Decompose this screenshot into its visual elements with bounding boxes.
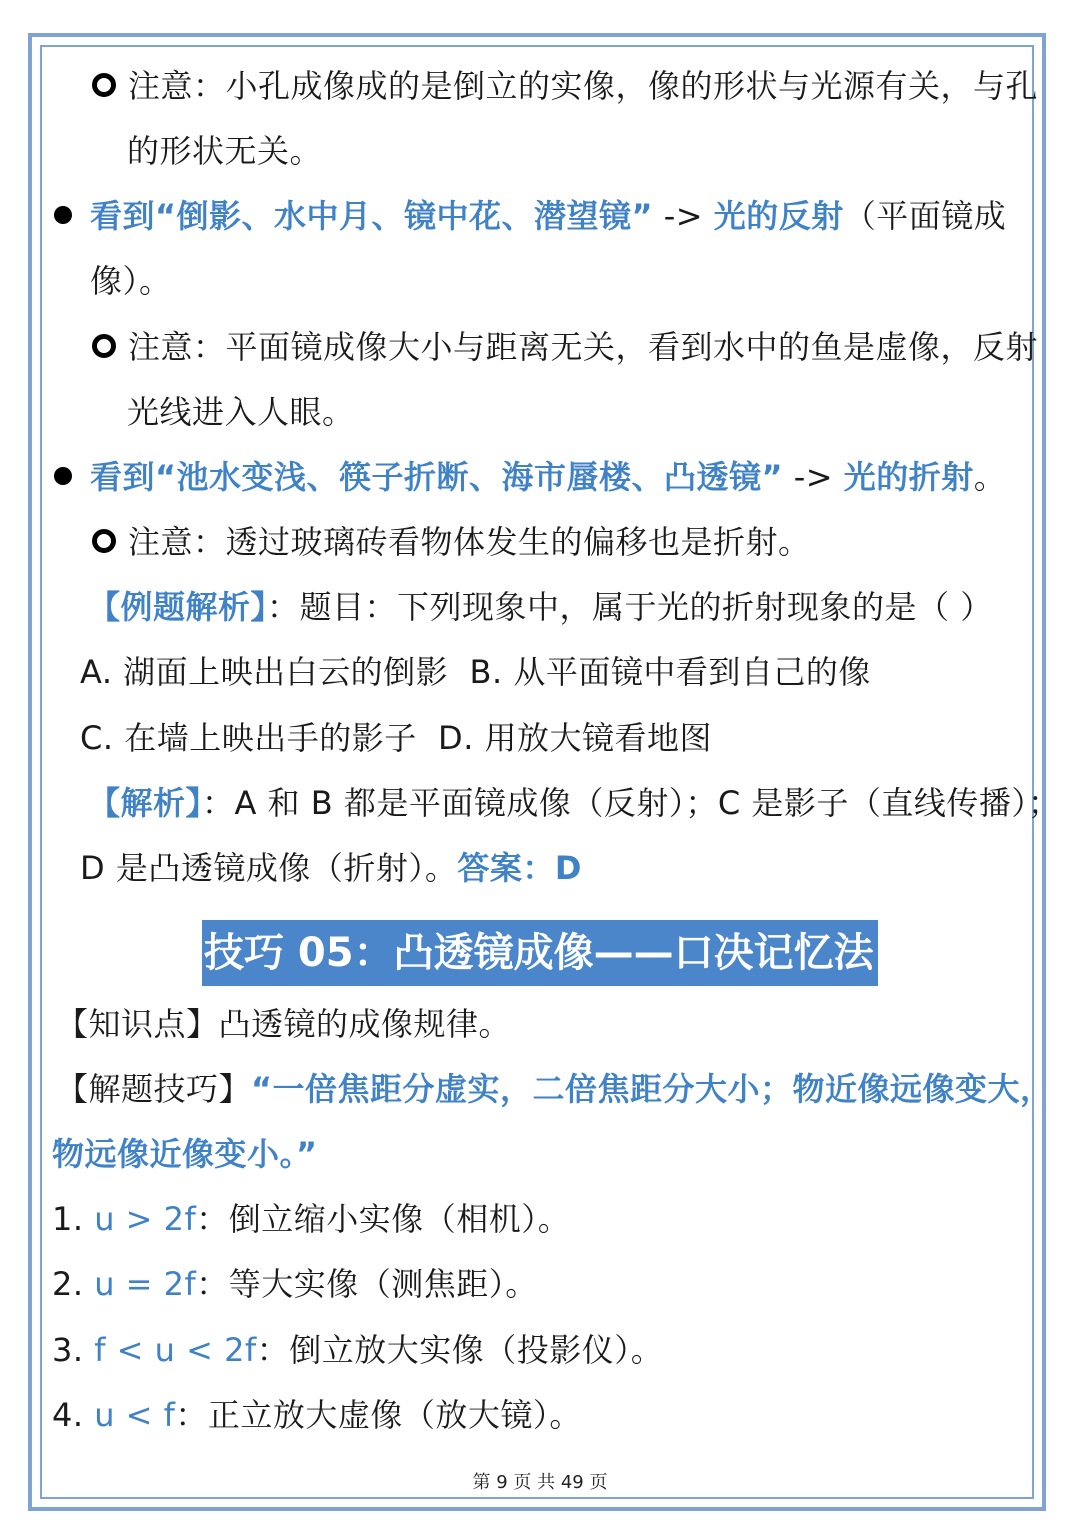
example-question-line	[88, 587, 993, 627]
hollow-bullet-icon	[92, 334, 116, 358]
rule-number: 1.	[52, 1200, 95, 1238]
analysis-line-1	[88, 783, 1060, 823]
analysis-text-2: D 是凸透镜成像（折射）。	[80, 849, 458, 887]
rule-condition: u = 2f	[94, 1265, 197, 1303]
bullet-1-line-1	[54, 196, 1006, 236]
rule-description: ：倒立缩小实像（相机）。	[196, 1200, 571, 1238]
rule-number: 4.	[52, 1396, 95, 1434]
hollow-bullet-icon	[92, 529, 116, 553]
rule-item-3	[52, 1330, 663, 1370]
analysis-text-1: ：A 和 B 都是平面镜成像（反射）；C 是影子（直线传播）；	[202, 784, 1061, 822]
section-banner: 技巧 05：凸透镜成像——口决记忆法	[202, 920, 878, 986]
knowledge-line	[56, 1004, 511, 1044]
rule-condition: u < f	[94, 1396, 176, 1434]
option-d: D. 用放大镜看地图	[438, 719, 713, 757]
rule-description: ：正立放大虚像（放大镜）。	[175, 1396, 582, 1434]
bullet-1-lead: 看到“倒影、水中月、镜中花、潜望镜”	[90, 197, 654, 235]
rule-condition: f < u < 2f	[94, 1331, 257, 1369]
bullet-2-tail: 。	[973, 458, 1007, 496]
knowledge-text: 凸透镜的成像规律。	[218, 1005, 512, 1043]
hollow-bullet-icon	[92, 73, 116, 97]
rule-number: 2.	[52, 1265, 95, 1303]
bullet-1-line-2: 像）。	[90, 262, 172, 300]
note-1-line-1	[92, 66, 1038, 106]
rule-condition: u > 2f	[94, 1200, 197, 1238]
answer-text: 答案：D	[457, 849, 582, 887]
tip-text-2: 物远像近像变小。”	[52, 1135, 318, 1173]
example-options-cd	[80, 718, 712, 758]
bullet-1-tail: （平面镜成	[843, 197, 1007, 235]
tip-text-1: “一倍焦距分虚实，二倍焦距分大小；物近像远像变大，	[251, 1070, 1053, 1108]
note-2-text-1: 注意：平面镜成像大小与距离无关，看到水中的鱼是虚像，反射	[128, 328, 1039, 366]
bullet-1-result: 光的反射	[713, 197, 844, 235]
rule-item-2	[52, 1264, 538, 1304]
tip-tag: 【解题技巧】	[56, 1070, 252, 1108]
analysis-line-2	[80, 848, 582, 888]
example-question: ：题目：下列现象中，属于光的折射现象的是（ ）	[267, 588, 993, 626]
bullet-2-arrow: ->	[783, 458, 844, 496]
note-3-line-1	[92, 522, 811, 562]
rule-description: ：倒立放大实像（投影仪）。	[256, 1331, 664, 1369]
option-c: C. 在墙上映出手的影子	[80, 719, 417, 757]
bullet-2-result: 光的折射	[843, 458, 974, 496]
note-2-line-1	[92, 327, 1038, 367]
filled-bullet-icon	[54, 467, 72, 485]
filled-bullet-icon	[54, 206, 72, 224]
bullet-2-line-1	[54, 457, 1006, 497]
rule-number: 3.	[52, 1331, 95, 1369]
example-options-ab	[80, 652, 871, 692]
note-1-text-1: 注意：小孔成像成的是倒立的实像，像的形状与光源有关，与孔	[128, 67, 1039, 105]
bullet-2-lead: 看到“池水变浅、筷子折断、海市蜃楼、凸透镜”	[90, 458, 784, 496]
knowledge-tag: 【知识点】	[56, 1005, 219, 1043]
analysis-tag: 【解析】	[88, 784, 203, 822]
rule-item-1	[52, 1199, 570, 1239]
example-tag: 【例题解析】	[88, 588, 268, 626]
tip-line-1	[56, 1069, 1053, 1109]
note-3-text-1: 注意：透过玻璃砖看物体发生的偏移也是折射。	[128, 523, 811, 561]
rule-description: ：等大实像（测焦距）。	[196, 1265, 538, 1303]
tip-line-2	[52, 1134, 318, 1174]
note-1-line-2: 的形状无关。	[127, 132, 323, 170]
page-number: 第 9 页 共 49 页	[472, 1472, 608, 1493]
option-a: A. 湖面上映出白云的倒影	[80, 653, 449, 691]
option-b: B. 从平面镜中看到自己的像	[469, 653, 871, 691]
bullet-1-arrow: ->	[653, 197, 714, 235]
rule-item-4	[52, 1395, 582, 1435]
note-2-line-2: 光线进入人眼。	[127, 393, 355, 431]
